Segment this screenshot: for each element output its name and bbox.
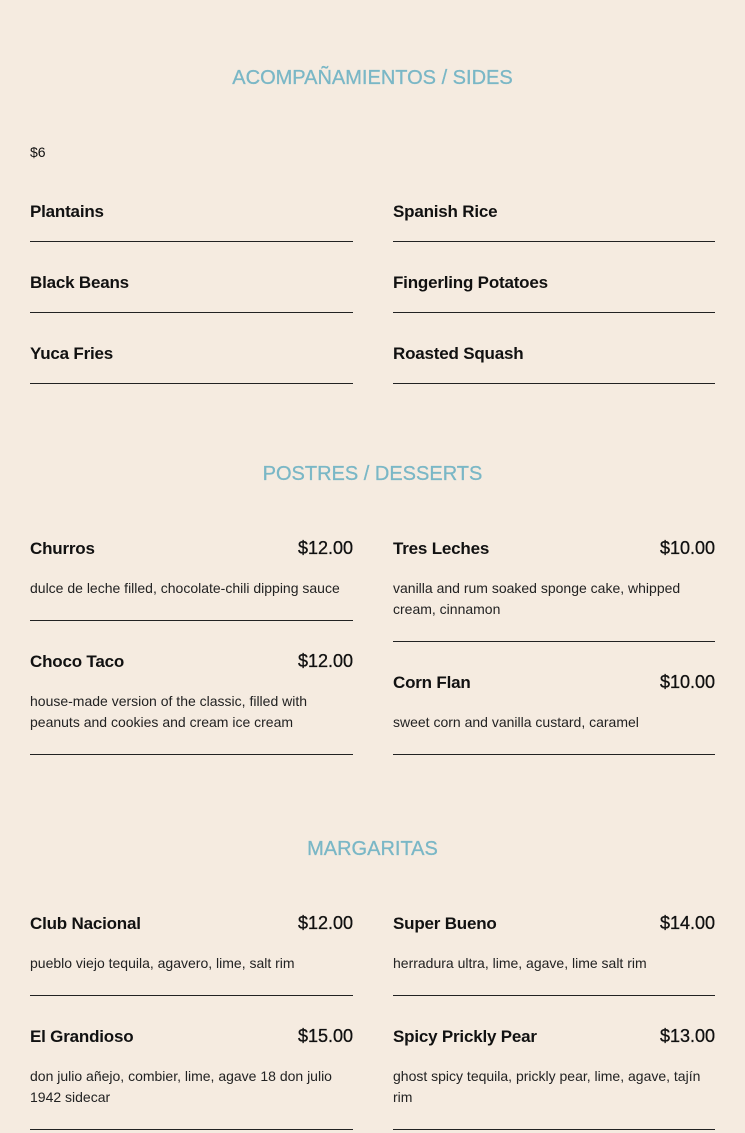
menu-item [393,200,715,242]
menu-item [30,912,353,996]
item-description: dulce de leche filled, chocolate-chili dipping sauce [30,580,340,596]
item-name: Fingerling Potatoes [393,273,548,292]
menu-item [393,342,715,384]
item-price: $10.00 [659,672,715,692]
section-title-desserts: POSTRES / DESSERTS [262,463,483,485]
item-name: Spicy Prickly Pear [393,1027,537,1046]
item-name: Super Bueno [393,914,497,933]
menu-item [30,271,353,313]
item-description: sweet corn and vanilla custard, caramel [393,714,639,730]
item-name: Club Nacional [30,914,141,933]
item-description: house-made version of the classic, filled with peanuts and cookies and cream ice cream [30,693,308,730]
item-description: vanilla and rum soaked sponge cake, whipped cream, cinnamon [393,580,681,617]
menu-item [30,200,353,242]
item-price: $12.00 [297,538,353,558]
section-title-sides: ACOMPAÑAMIENTOS / SIDES [232,67,513,89]
item-name: Plantains [30,202,104,221]
item-name: Spanish Rice [393,202,498,221]
item-price: $15.00 [297,1026,353,1046]
item-name: Black Beans [30,273,129,292]
menu-item [393,271,715,313]
item-name: Roasted Squash [393,344,524,363]
menu-item [393,1025,715,1130]
menu-item [30,650,353,755]
item-price: $12.00 [297,651,353,671]
item-name: Tres Leches [393,539,490,558]
item-name: Churros [30,539,95,558]
item-description: ghost spicy tequila, prickly pear, lime, agave, tajín rim [393,1068,701,1105]
menu-item [393,671,715,755]
menu-item [30,537,353,621]
item-description: don julio añejo, combier, lime, agave 18 don julio 1942 sidecar [30,1068,332,1105]
section-title-margaritas: MARGARITAS [307,838,438,860]
item-price: $13.00 [659,1026,715,1046]
sides-price-note: $6 [30,144,46,160]
item-name: Corn Flan [393,673,471,692]
menu-item [30,342,353,384]
item-price: $14.00 [659,913,715,933]
item-name: El Grandioso [30,1027,134,1046]
item-name: Yuca Fries [30,344,114,363]
menu-item [393,537,715,642]
item-description: pueblo viejo tequila, agavero, lime, salt rim [30,955,295,971]
menu-item [30,1025,353,1130]
item-name: Choco Taco [30,652,125,671]
menu-item [393,912,715,996]
item-price: $10.00 [659,538,715,558]
item-description: herradura ultra, lime, agave, lime salt rim [393,955,647,971]
item-price: $12.00 [297,913,353,933]
